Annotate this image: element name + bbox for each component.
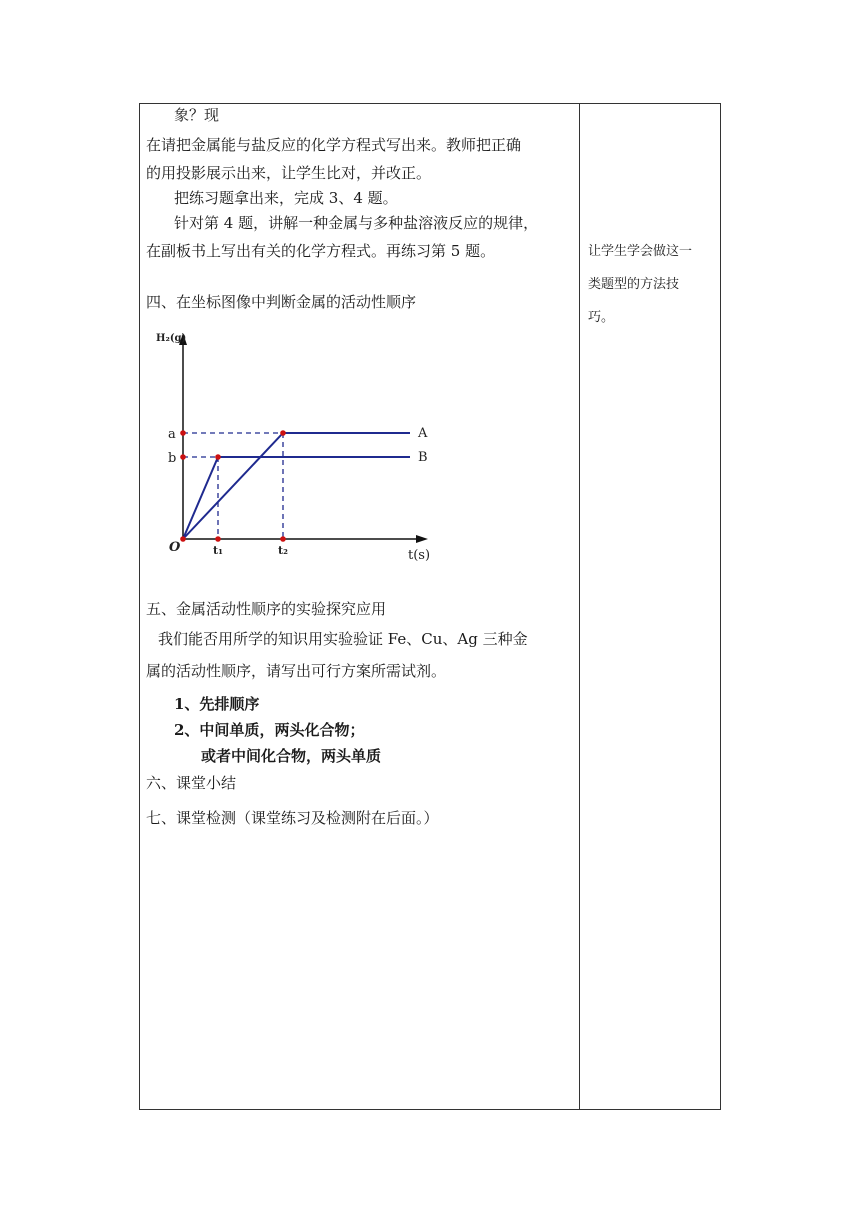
series-line-b [183, 457, 410, 539]
data-point-2 [180, 430, 186, 436]
data-point-7 [280, 536, 286, 542]
text-line-5: 针对第 4 题，讲解一种金属与多种盐溶液反应的规律， [174, 214, 539, 232]
data-point-5 [280, 430, 286, 436]
section-4-title: 四、在坐标图像中判断金属的活动性顺序 [146, 293, 417, 311]
side-note-line-2: 类题型的方法技 [588, 277, 680, 292]
series-label-b: B [418, 450, 428, 465]
data-point-6 [215, 536, 221, 542]
chart-axes [179, 333, 428, 543]
y-tick-label-a: a [168, 427, 176, 442]
chart-labels [156, 333, 430, 563]
section-5-title: 五、金属活动性顺序的实验探究应用 [146, 600, 387, 618]
h2-time-chart [150, 325, 440, 565]
x-tick-label-t2: t₂ [278, 544, 288, 557]
text-line-4: 把练习题拿出来，完成 3、4 题。 [174, 189, 398, 207]
bold-point-1: 1、先排顺序 [174, 695, 260, 713]
series-line-a [183, 433, 410, 539]
section-6-title: 六、课堂小结 [146, 774, 237, 792]
section-7-title: 七、课堂检测（课堂练习及检测附在后面。） [146, 809, 439, 827]
side-note-line-1: 让学生学会做这一 [588, 244, 693, 259]
side-note-line-3: 巧。 [588, 310, 615, 325]
column-divider [579, 103, 580, 1110]
data-point-4 [215, 454, 221, 460]
section-5-line-1: 我们能否用所学的知识用实验验证 Fe、Cu、Ag 三种金 [158, 630, 528, 648]
text-line-6: 在副板书上写出有关的化学方程式。再练习第 5 题。 [146, 242, 496, 260]
section-5-line-2: 属的活动性顺序，请写出可行方案所需试剂。 [146, 662, 447, 680]
series-label-a: A [418, 426, 428, 441]
bold-point-3: 或者中间化合物，两头单质 [201, 747, 382, 765]
y-axis-label: H₂(g) [156, 333, 187, 344]
x-axis-arrow [416, 535, 428, 543]
data-point-1 [180, 536, 186, 542]
text-line-3: 的用投影展示出来，让学生比对，并改正。 [146, 164, 432, 182]
y-tick-label-b: b [168, 451, 177, 466]
origin-label: O [169, 540, 181, 555]
bold-point-2: 2、中间单质，两头化合物； [174, 721, 365, 739]
text-line-2: 在请把金属能与盐反应的化学方程式写出来。教师把正确 [146, 136, 522, 154]
x-axis-label: t(s) [408, 548, 431, 563]
chart-series [183, 433, 410, 539]
x-tick-label-t1: t₁ [213, 544, 223, 557]
text-line-1: 象？现 [174, 106, 220, 124]
data-point-3 [180, 454, 186, 460]
